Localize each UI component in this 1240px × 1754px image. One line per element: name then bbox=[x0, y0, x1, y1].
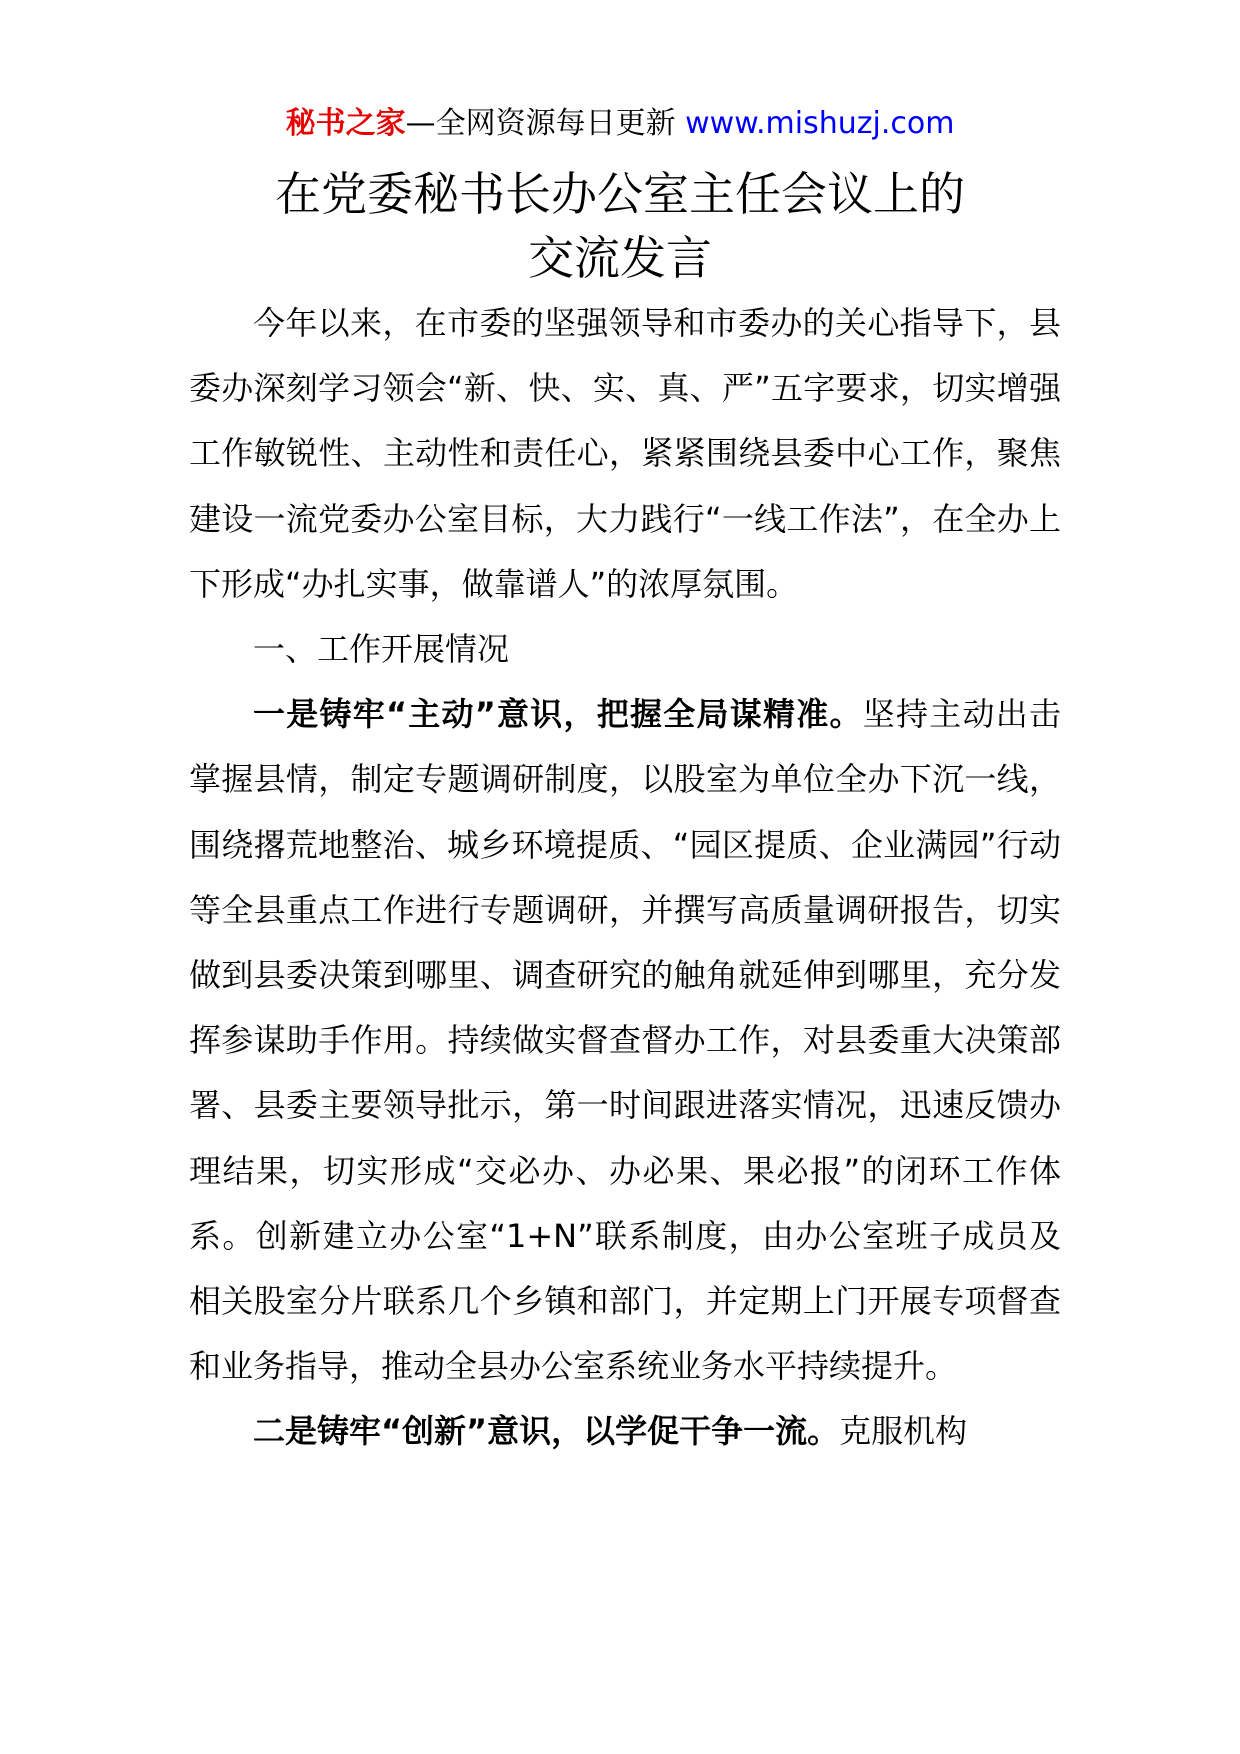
point-1-paragraph bbox=[189, 682, 1061, 1399]
header-slogan: —全网资源每日更新 bbox=[405, 106, 686, 141]
section-heading: 一、工作开展情况 bbox=[253, 630, 510, 669]
point-1-lead: 一是铸牢“主动”意识，把握全局谋精准。 bbox=[253, 695, 863, 734]
document-body bbox=[189, 291, 1061, 1465]
point-1-text: 坚持主动出击掌握县情，制定专题调研制度，以股室为单位全办下沉一线，围绕撂荒地整治、城乡环境提质、“园区提质、企业满园”行动等全县重点工作进行专题调研，并撰写高质量调研报告，切实做到县委决策到哪里、调查研究的触角就延伸到哪里，充分发挥参谋助手作用。持续做实督查督办工作，对县委重大决策部署、县委主要领导批示，第一时间跟进落实情况，迅速反馈办理结果，切实形成“交必办、办必果、果必报”的闭环工作体系。创新建立办公室“1+N”联系制度，由办公室班子成员及相关股室分片联系几个乡镇和部门，并定期上门开展专项督查和业务指导，推动全县办公室系统业务水平持续提升。 bbox=[189, 695, 1061, 1386]
point-2-lead: 二是铸牢“创新”意识，以学促干争一流。 bbox=[253, 1412, 840, 1451]
point-2-paragraph bbox=[189, 1399, 1061, 1464]
intro-paragraph: 今年以来，在市委的坚强领导和市委办的关心指导下，县委办深刻学习领会“新、快、实、真、严”五字要求，切实增强工作敏锐性、主动性和责任心，紧紧围绕县委中心工作，聚焦建设一流党委办公室目标，大力践行“一线工作法”，在全办上下形成“办扎实事，做靠谱人”的浓厚氛围。 bbox=[189, 304, 1061, 603]
title-line-2: 交流发言 bbox=[528, 231, 712, 285]
brand-name: 秘书之家 bbox=[285, 106, 406, 141]
point-2-text: 克服机构 bbox=[839, 1412, 968, 1451]
title-line-1: 在党委秘书长办公室主任会议上的 bbox=[275, 167, 965, 221]
site-header bbox=[0, 100, 1240, 148]
document-title bbox=[0, 162, 1240, 290]
site-url-link[interactable]: www.mishuzj.com bbox=[685, 106, 955, 141]
